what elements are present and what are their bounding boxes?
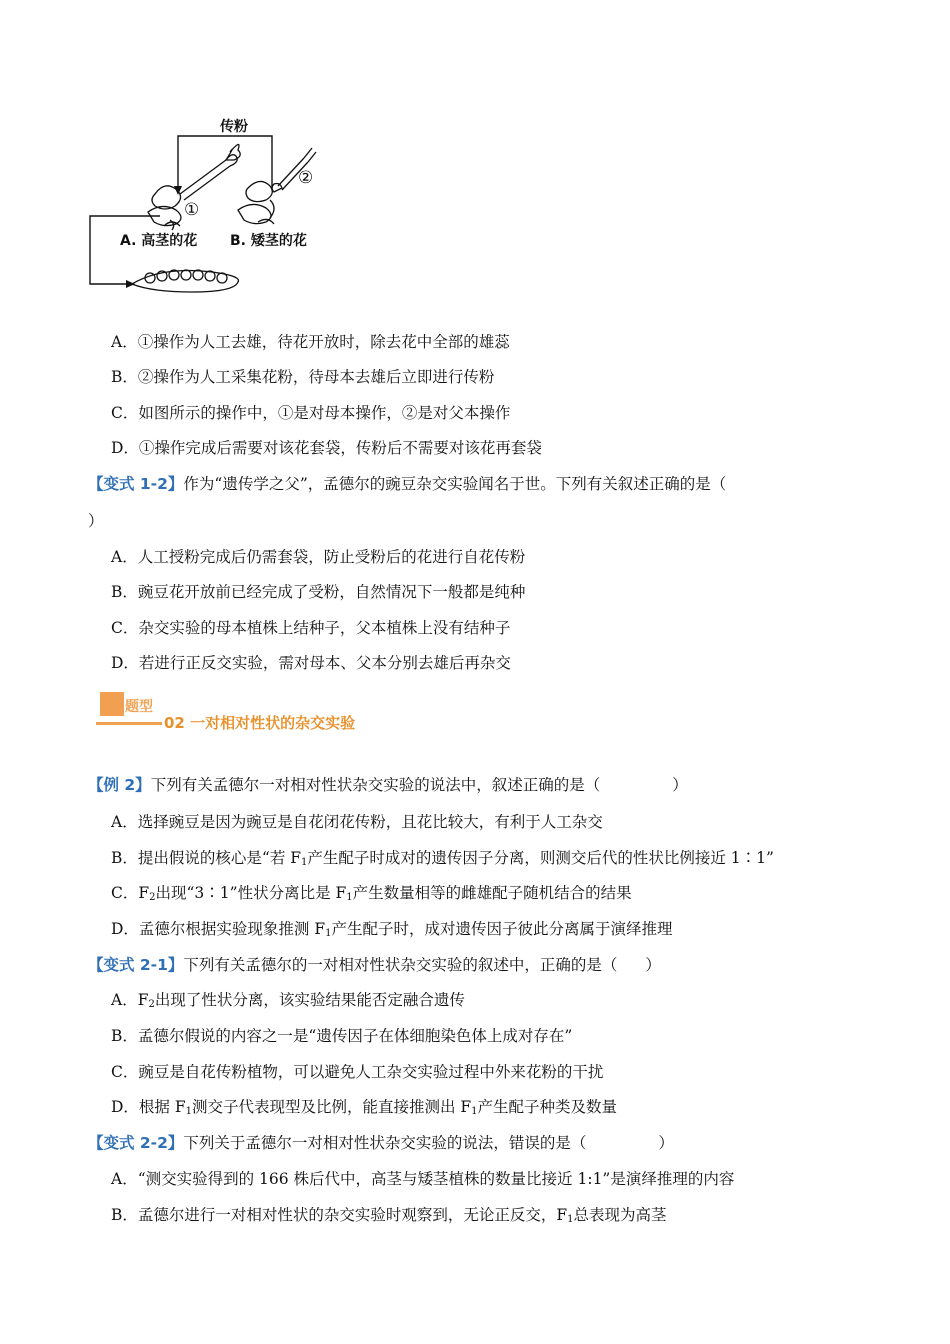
variant-1-2-stem (88, 473, 726, 495)
variant-2-1-text: 下列有关孟德尔的一对相对性状杂交实验的叙述中，正确的是（ (183, 956, 618, 974)
label-tall-flower: A. 高茎的花 (120, 233, 198, 249)
pea-pod-drawing (132, 270, 238, 292)
tweezers-a-drawing (180, 155, 237, 200)
example-2-stem (88, 774, 688, 796)
section-marker-block (100, 692, 124, 716)
example-2-paren-close: ） (672, 776, 688, 794)
label-short-flower: B. 矮茎的花 (230, 233, 307, 249)
variant-2-2-option-a: A．“测交实验得到的 166 株后代中，高茎与矮茎植株的数量比接近 1:1”是演绎推理的内容 (111, 1170, 735, 1188)
variant-2-2-text: 下列关于孟德尔一对相对性状杂交实验的说法，错误的是（ (183, 1134, 587, 1152)
q1-option-c: C．如图所示的操作中，①是对母本操作，②是对父本操作 (111, 404, 511, 422)
q1-option-d: D．①操作完成后需要对该花套袋，传粉后不需要对该花再套袋 (111, 439, 542, 457)
example-2-option-a: A．选择豌豆是因为豌豆是自花闭花传粉，且花比较大，有利于人工杂交 (111, 813, 603, 831)
variant-1-2-option-d: D．若进行正反交实验，需对母本、父本分别去雄后再杂交 (111, 654, 511, 672)
variant-1-2-option-b: B．豌豆花开放前已经完成了受粉，自然情况下一般都是纯种 (111, 583, 526, 601)
example-2-option-c: C．$F_2$出现“3∶1”性状分离比是 $F_1$产生数量相等的雌雄配子随机结合的结果 (111, 884, 632, 903)
variant-1-2-option-c: C．杂交实验的母本植株上结种子，父本植株上没有结种子 (111, 619, 511, 637)
example-2-option-b: B．提出假说的核心是“若 $F_1$产生配子时成对的遗传因子分离，则测交后代的性状比例接近 1∶1” (111, 849, 774, 868)
flower-a-drawing (148, 186, 181, 230)
marker-1: ① (184, 200, 200, 220)
section-type-label: 题型 (125, 699, 153, 715)
variant-2-1-stem (88, 954, 661, 976)
marker-2: ② (298, 168, 314, 188)
variant-2-2-option-b: B．孟德尔进行一对相对性状的杂交实验时观察到，无论正反交，$F_1$总表现为高茎 (111, 1206, 667, 1225)
example-2-option-d: D．孟德尔根据实验现象推测 $F_1$产生配子时，成对遗传因子彼此分离属于演绎推理 (111, 920, 673, 939)
variant-1-2-paren-close: ） (88, 512, 104, 530)
q1-option-b: B．②操作为人工采集花粉，待母本去雄后立即进行传粉 (111, 368, 495, 386)
variant-2-1-option-a: A．$F_2$出现了性状分离，该实验结果能否定融合遗传 (111, 991, 465, 1010)
variant-1-2-option-a: A．人工授粉完成后仍需套袋，防止受粉后的花进行自花传粉 (111, 548, 526, 566)
variant-2-1-paren-close: ） (645, 956, 661, 974)
variant-2-2-tag: 【变式 2-2】 (88, 1134, 184, 1152)
variant-2-2-paren-close: ） (658, 1134, 674, 1152)
variant-1-2-tag: 【变式 1-2】 (88, 475, 184, 493)
flower-b-drawing (238, 181, 274, 224)
variant-2-1-option-d: D．根据 $F_1$测交子代表现型及比例，能直接推测出 $F_1$产生配子种类及数量 (111, 1098, 618, 1117)
pollination-figure-svg (80, 108, 340, 298)
variant-2-1-option-c: C．豌豆是自花传粉植物，可以避免人工杂交实验过程中外来花粉的干扰 (111, 1063, 604, 1081)
pollination-label: 传粉 (220, 119, 248, 135)
section-title: 02 一对相对性状的杂交实验 (164, 714, 356, 732)
variant-2-2-stem (88, 1132, 674, 1154)
q1-option-a: A．①操作为人工去雄，待花开放时，除去花中全部的雄蕊 (111, 333, 510, 351)
section-header (96, 692, 396, 732)
variant-2-1-tag: 【变式 2-1】 (88, 956, 184, 974)
example-2-tag: 【例 2】 (88, 776, 151, 794)
variant-2-1-option-b: B．孟德尔假说的内容之一是“遗传因子在体细胞染色体上成对存在” (111, 1027, 573, 1045)
section-underline (96, 722, 162, 725)
variant-1-2-text: 作为“遗传学之父”，孟德尔的豌豆杂交实验闻名于世。下列有关叙述正确的是（ (183, 475, 727, 493)
example-2-text: 下列有关孟德尔一对相对性状杂交实验的说法中，叙述正确的是（ (150, 776, 601, 794)
pollination-diagram (80, 108, 340, 298)
